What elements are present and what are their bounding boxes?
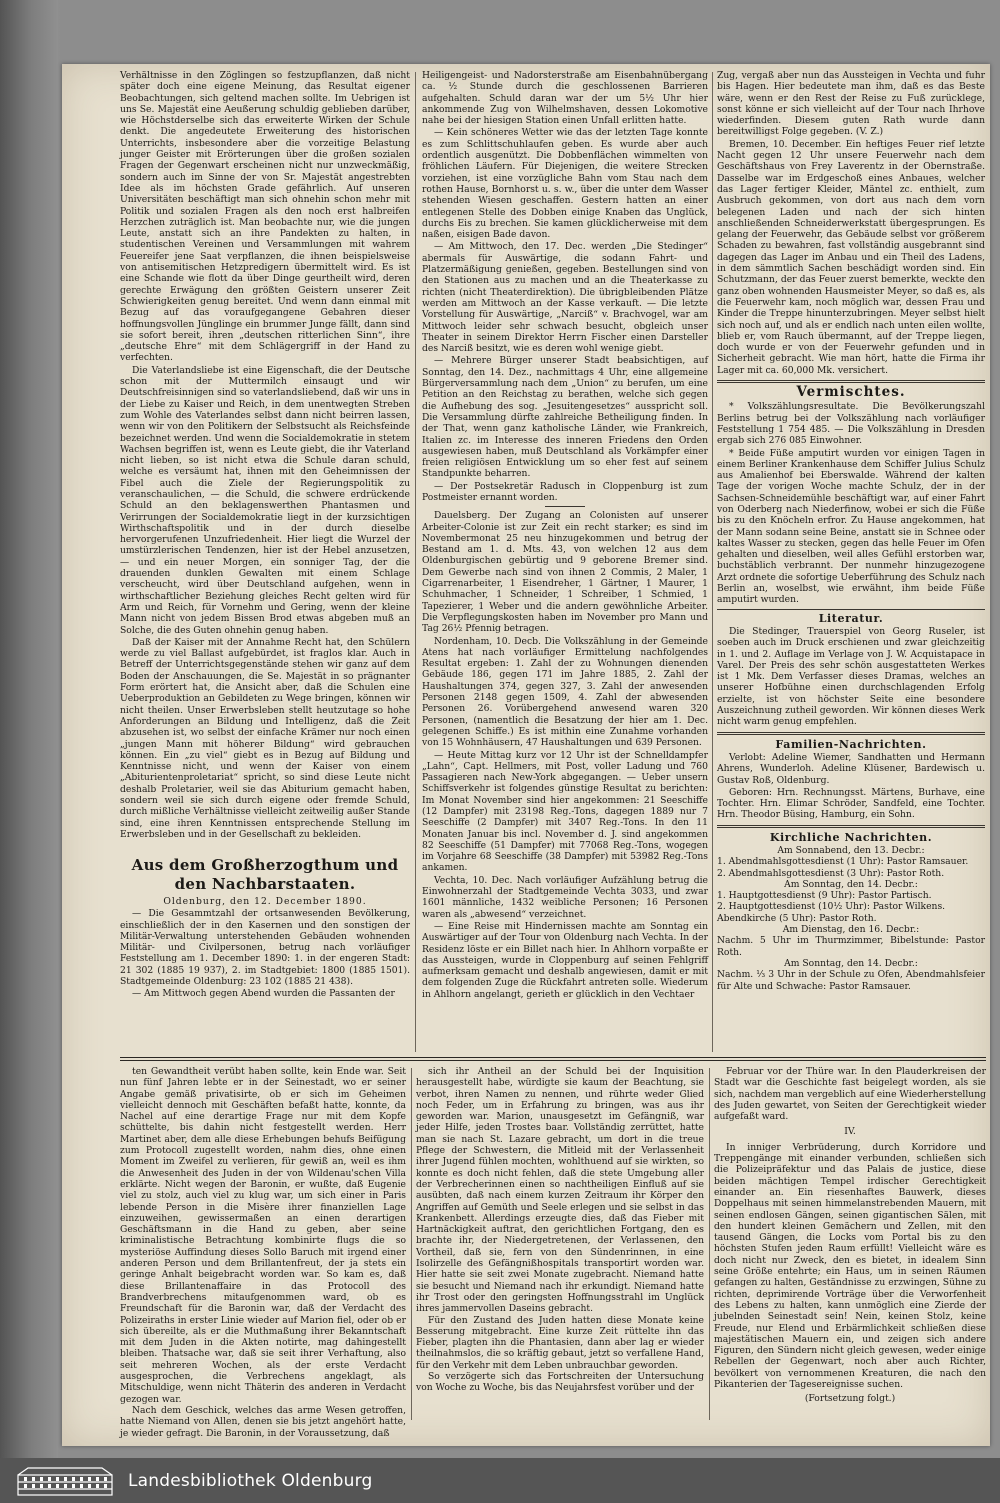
family-entry: Verlobt: Adeline Wiemer, Sandhatten und Hermann Ahrens, Wunderloh. Adeline Klüsener, Bardewisch u. Gustav Roß, Oldenburg.	[717, 751, 985, 786]
news-paragraph: Dauelsberg. Der Zugang an Colonisten auf unserer Arbeiter-Colonie ist zur Zeit ein recht starker; es sind im Novembermonat 25 neu hinzugekommen und betrug der Bestand am 1. d. Mts. 43, von welchen 12 aus dem Oldenburgischen gebürtig und 9 geborene Bremer sind. Dem Gewerbe nach sind von ihnen 2 Commis, 2 Maler, 1 Cigarrenarbeiter, 1 Eisendreher, 1 Gärtner, 1 Maurer, 1 Schuhmacher, 1 Schneider, 1 Schreiber, 1 Schmied, 1 Tapezierer, 1 Weber und die andern gewöhnliche Arbeiter. Die Verpflegungskosten haben im November pro Mann und Tag 26½ Pfennig betragen.	[422, 510, 708, 635]
church-line: 1. Hauptgottesdienst (9 Uhr): Pastor Partisch.	[717, 890, 932, 902]
library-building-icon	[16, 1465, 114, 1497]
feuilleton-paragraph: sich ihr Antheil an der Schuld bei der Inquisition herausgestellt habe, würdigte sie kaum der Beachtung, sie verbot, ihren Namen zu nennen, und rührte weder Glied noch Feder, um in Erfahrung zu bringen, was aus ihr geworden war. Marion, unausgesetzt im Gefängniß, war jeder Hilfe, jeden Trostes baar. Vollständig zerrüttet, hatte man sie nach St. Lazare gebracht, um dort in die treue Pflege der Schwestern, die Mitleid mit der Verlassenheit ihrer Jugend fühlen mochten, wohlthuend auf sie wirkten, so konnte es doch nicht fehlen, daß die stete Umgebung aller der Verbrecherinnen einen so nachtheiligen Einfluß auf sie ausübten, daß nach einem kurzen Zeitraum ihr Körper den Angriffen auf Gemüth und Seele erlegen und sie selbst in das Krankenbett. Allerdings erzeugte dies, daß das Fieber mit Hartnäckigkeit auftrat, den gerichtlichen Fortgang, den es brachte ihr, der Niedergetretenen, der Verlassenen, den Vortheil, daß sie, fern von den Sündenrinnen, in eine Isolirzelle des Gefängnißhospitals transportirt worden war. Hier hatte sie seit zwei Monate zugebracht. Niemand hatte sie besucht und Niemand nach ihr erkundigt. Niemand hatte ihr Trost oder den geringsten Hoffnungsstrahl im Unglück ihres jammervollen Daseins gebracht.	[416, 1066, 704, 1315]
column-misc	[717, 70, 985, 1053]
church-line: 2. Hauptgottesdienst (10½ Uhr): Pastor Wilkens.	[717, 901, 946, 913]
column-rule	[411, 1068, 412, 1420]
feuilleton-paragraph: Nach dem Geschick, welches das arme Wesen getroffen, hatte Niemand von Allen, denen sie bis jetzt angehört hatte, je wieder gefragt. Die Baronin, in der Voraussetzung, daß	[120, 1404, 406, 1439]
column-local-news	[422, 70, 708, 1053]
news-paragraph: — Kein schöneres Wetter wie das der letzten Tage konnte es zum Schlittschuhlaufen geben. Es wurde aber auch ordentlich ausgenützt. Die Dobbenflächen wimmelten von fröhlichen Läufern. Für Diejenigen, die weitere Strecken vorziehen, ist eine vorzügliche Bahn vom Stau nach dem rothen Hause, Bornhorst u. s. w., über die unter dem Wasser stehenden Wiesen geschaffen. Gestern hatten an einer entlegenen Stelle des Dobben einige Knaben das Unglück, durchs Eis zu brechen. Sie kamen glücklicherweise mit dem naßen, eisigen Bade davon.	[422, 127, 708, 241]
literature-heading: Literatur.	[818, 611, 884, 625]
news-paragraph: Bremen, 10. December. Ein heftiges Feuer rief letzte Nacht gegen 12 Uhr unsere Feuerwehr nach dem Geschäftshaus von Frey Laverentz in der Obernstraße. Dasselbe war im Erdgeschoß eines Anbaues, welcher das Lager fertiger Kleider, Mäntel zc. enthielt, zum Ausbruch gekommen, von dort aus nach dem vorn belegenen Laden und nach der sich hinten anschließenden Schneiderwerkstatt übergesprungen. Es gelang der Feuerwehr, das Gebäude selbst vor größerem Schaden zu bewahren, fast vollständig ausgebrannt sind dagegen das Lager im Anbau und ein Theil des Ladens, in dem sämmtlich Sachen beschädigt worden sind. Ein Schutzmann, der das Feuer zuerst bemerkte, weckte den ganz oben wohnenden Hausmeister Meyer, so daß es, als die Feuerwehr kam, noch möglich war, dessen Frau und Kinder die Treppe hinunterzubringen. Meyer selbst hielt sich noch auf, und als er endlich nach unten eilen wollte, blieb er, vom Rauch übermannt, auf der Treppe liegen, doch wurde er von der Feuerwehr gefunden und in Sicherheit gebracht. Wie man hört, hatte die Firma ihr Lager mit ca. 60,000 Mk. versichert.	[717, 138, 985, 376]
misc-paragraph: * Volkszählungsresultate. Die Bevölkerungszahl Berlins betrug bei der Volkszählung nach vorläufiger Feststellung 1 754 485. — Die Volkszählung in Dresden ergab sich 276 085 Einwohner.	[717, 401, 985, 447]
editorial-paragraph: Die Vaterlandsliebe ist eine Eigenschaft, die der Deutsche schon mit der Muttermilch einsaugt und wir Deutschfreisinnigen sind so vaterlandsliebend, daß wir uns in der Liebe zu Kaiser und Reich, in dem unentwegten Streben zum Wohle des Vaterlandes selbst dann nicht beirren lassen, wenn wir von den Politikern der Selbstsucht als Reichsfeinde bezeichnet werden. Und wenn die Socialdemokratie in stetem Wachsen begriffen ist, wenn es Leute giebt, die ihr Vaterland nicht lieben, so ist nicht etwa die Schule daran schuld, welche es versäumt hat, ihnen mit den Geheimnissen der Fibel auch die Ziele der Regierungspolitik zu veranschaulichen, — die Schuld, die schwere erdrückende Schuld an den beklagenswerthen Phantasmen und Verirrungen der Socialdemokratie liegt in der kurzsichtigen Wirthschaftspolitik und in der durch dieselbe hervorgerufenen Unzufriedenheit. Hier liegt die Wurzel der umstürzlerischen Tendenzen, hier ist der Hebel anzusetzen, — und ein neuer Morgen, ein sonniger Tag, der die drauenden dunklen Gewalten mit einem Schlage verscheucht, wird über Deutschland aufgehen, wenn in wirthschaftlicher Beziehung gleiches Recht gelten wird für Arm und Reich, für Vornehm und Gering, wenn der kleine Mann nicht von jedem Bissen Brod etwas abgeben muß an Solche, die des Guten ohnehin genug haben.	[120, 364, 410, 636]
misc-paragraph: * Beide Füße amputirt wurden vor einigen Tagen in einem Berliner Krankenhause dem Schiffer Julius Schulz aus Amalienhof bei Eberswalde. Während der kalten Tage der vorigen Woche machte Schulz, der in der Sachsen-Schneidemühle beschäftigt war, auf einer Fahrt von Oderberg nach Niederfinow, wobei er sich die Füße bis zu den Knöcheln erfror. Zu Hause angekommen, hat der Mann sodann seine Beine, anstatt sie in Schnee oder kaltes Wasser zu stecken, gegen das helle Feuer im Ofen gehalten und dieselben, weil alles Gefühl erstorben war, buchstäblich verbrannt. Der nunmehr hinzugezogene Arzt ordnete die sofortige Ueberführung des Schulz nach Berlin an, woselbst, wie erwähnt, ihm beide Füße amputirt wurden.	[717, 447, 985, 606]
regional-dateline: Oldenburg, den 12. December 1890.	[163, 896, 367, 907]
news-paragraph: — Der Postsekretär Radusch in Cloppenburg ist zum Postmeister ernannt worden.	[422, 480, 708, 503]
feuilleton-paragraph: In inniger Verbrüderung, durch Korridore und Treppengänge mit einander verbunden, schließen sich die Polizeipräfektur und das Palais de justice, diese beiden mächtigen Tempel irdischer Gerechtigkeit einander an. Ein riesenhaftes Bauwerk, dieses Doppelhaus mit seinen himmelanstrebenden Mauern, mit seinen endlosen Gängen, seinen gigantischen Sälen, mit den hundert kleinen Gemächern und Zellen, mit den tausend Gängen, die Locks vom Portal bis zu den höchsten Stufen jeden Raum erfüllt! Vielleicht wäre es doch nicht nur Zweck, den es bietet, in idealem Sinn seine Größe entehrte; ein Haus, um in seinen Räumen gefangen zu halten, Geständnisse zu erzwingen, Sühne zu richten, deprimirende Vorträge über die Verworfenheit des Lebens zu halten, kann unmöglich eine Zierde der jubelnden Seinestadt sein! Nein, keinen Stolz, keine Freude, nur Elend und Erbärmlichkeit schließen diese majestätischen Mauern ein, und zeigen sich andere Figuren, den Sündern nicht gleich gewesen, weder einige Rebellen der Gegenwart, noch aber auch Richter, bevölkert von vernommenen Kreaturen, die nach den Pikanterien der Tagesereignisse suchen.	[714, 1141, 986, 1391]
column-rule	[709, 1068, 710, 1420]
library-name: Landesbibliothek Oldenburg	[128, 1471, 373, 1491]
news-paragraph: — Eine Reise mit Hindernissen machte am Sonntag ein Auswärtiger auf der Tour von Oldenburg nach Vechta. In der Residenz löste er ein Billet nach hier. In Ahlhorn vorpaßte er das Aussteigen, wurde in Cloppenburg auf seinen Fehlgriff aufmerksam gemacht und deshalb angewiesen, damit er mit dem folgenden Zuge die Rückfahrt antreten solle. Wiederum in Ahlhorn angelangt, gerieth er glücklich in den Vechtaer	[422, 920, 708, 1000]
separator	[717, 825, 985, 828]
news-paragraph: Zug, vergaß aber nun das Aussteigen in Vechta und fuhr bis Hagen. Hier bedeutete man ihm, daß es das Beste wäre, wenn er den Rest der Reise zu Fuß zurücklege, sonst könne er sich vielleicht auf der Tour nach Ihrhove wiederfinden. Diesem guten Rath wurde dann bereitwilligst Folge gegeben. (V. Z.)	[717, 70, 985, 138]
family-entry: Geboren: Hrn. Rechnungsst. Märtens, Burhave, eine Tochter. Hrn. Elimar Schröder, Sandfeld, eine Tochter. Hrn. Theodor Büsing, Hamburg, ein Sohn.	[717, 786, 985, 821]
family-heading: Familien-Nachrichten.	[775, 737, 927, 751]
literature-paragraph: Die Stedinger, Trauerspiel von Georg Ruseler, ist soeben auch im Druck erschienen und zwar gleichzeitig in 1. und 2. Auflage im Verlage von J. W. Acquistapace in Varel. Der Preis des sehr schön ausgestatteten Werkes ist 1 Mk. Dem Verfasser dieses Dramas, welches an unserer Hofbühne einen durchschlagenden Erfolg erzielte, ist von höchster Seite eine besondere Auszeichnung zutheil geworden. Wir können dieses Werk nicht warm genug empfehlen.	[717, 625, 985, 728]
news-paragraph: — Mehrere Bürger unserer Stadt beabsichtigen, auf Sonntag, den 14. Dez., nachmittags 4 Uhr, eine allgemeine Bürgerversammlung nach dem „Union“ zu berufen, um eine Petition an den Reichstag zu berathen, welche sich gegen die Aufhebung des sog. „Jesuitengesetzes“ ausspricht soll. Die Versammlung dürfte zahlreiche Betheiligung finden. In der That, wenn ganz katholische Länder, wie Frankreich, Italien zc. im Interesse des inneren Friedens den Orden ausgewiesen haben, muß Deutschland als Vorkämpfer einer freien religiösen Entwicklung um so eher fest auf seinem Standpunkte beharren.	[422, 355, 708, 480]
church-line: Am Sonntag, den 14. Decbr.:	[784, 957, 918, 969]
church-line: Am Sonnabend, den 13. Decbr.:	[777, 845, 925, 856]
editorial-paragraph: Daß der Kaiser mit der Annahme Recht hat, den Schülern werde zu viel Ballast aufgebürdet, ist fraglos klar. Auch in Betreff der Unterrichtsgegenstände stehen wir ganz auf dem Boden der Anschauungen, die Se. Majestät in so prägnanter Form erörtert hat, die Ansicht aber, daß die Schulen eine Ueberproduktion an Gebildeten zu Wege bringen, können wir nicht theilen. Unser Erwerbsleben stellt heutzutage so hohe Anforderungen an Bildung und Intelligenz, daß die Zeit abzusehen ist, wo selbst der einfache Krämer nur noch einen „jungen Mann mit höherer Bildung“ wird gebrauchen können. Ein „zu viel“ giebt es in Bezug auf Bildung und Kenntnisse nicht, und wenn der Kaiser von einem „Abiturientenproletariat“ spricht, so sind diese Leute nicht deshalb Proletarier, weil sie das Abiturium gemacht haben, sondern weil sie sich durch eigene oder fremde Schuld, durch mißliche Verhältnisse vielleicht zeitweilig außer Stande sind, eine ihren Kenntnissen entsprechende Stellung im Erwerbsleben und in der Gesellschaft zu bekleiden.	[120, 636, 410, 840]
news-paragraph: Nordenham, 10. Decb. Die Volkszählung in der Gemeinde Atens hat nach vorläufiger Ermittelung nachfolgendes Resultat ergeben: 1. Zahl der zu Wohnungen dienenden Gebäude 186, gegen 171 im Jahre 1885, 2. Zahl der Haushaltungen 374, gegen 327, 3. Zahl der anwesenden Personen 2148 gegen 1509, 4. Zahl der abwesenden Personen 26. Vorübergehend anwesend waren 320 Personen, (namentlich die Besatzung der hier am 1. Dec. gelegenen Schiffe.) Es ist mithin eine Zunahme vorhanden von 15 Wohnhäusern, 47 Haushaltungen und 639 Personen.	[422, 635, 708, 749]
column-editorial	[120, 70, 410, 847]
regional-heading: Aus dem Großherzogthum und den Nachbarstaaten.	[131, 856, 399, 893]
column-rule	[415, 72, 416, 1052]
separator	[545, 506, 585, 507]
church-line: Nachm. 5 Uhr im Thurmzimmer, Bibelstunde: Pastor Roth.	[717, 935, 985, 958]
binding-shadow	[0, 0, 58, 1458]
chapter-number: IV.	[844, 1126, 856, 1138]
column-rule	[712, 72, 713, 1052]
church-line: Abendkirche (5 Uhr): Pastor Roth.	[717, 912, 877, 924]
regional-paragraph: — Die Gesammtzahl der ortsanwesenden Bevölkerung, einschließlich der in den Kasernen und den sonstigen der Militär-Verwaltung unterstehenden Gebäuden wohnenden Militär- und Civilpersonen, betrug nach vorläufiger Feststellung am 1. December 1890: 1. in der engeren Stadt: 21 302 (1885 19 937), 2. im Stadtgebiet: 1800 (1885 1501). Stadtgemeinde Oldenburg: 23 102 (1885 21 438).	[120, 908, 410, 988]
church-line: Nachm. ⅓ 3 Uhr in der Schule zu Ofen, Abendmahlsfeier für Alte und Schwache: Pastor Ramsauer.	[717, 969, 985, 992]
separator	[717, 732, 985, 735]
feuilleton-column-1	[120, 1066, 406, 1439]
news-paragraph: Vechta, 10. Dec. Nach vorläufiger Aufzählung betrug die Einwohnerzahl der Stadtgemeinde Vechta 3033, und zwar 1601 männliche, 1432 weibliche Personen; 16 Personen waren als „abwesend“ verzeichnet.	[422, 874, 708, 920]
feuilleton-paragraph: Februar vor der Thüre war. In den Plauderkreisen der Stadt war die Geschichte fast beigelegt worden, als sie sich, nachdem man vergeblich auf eine Wiederherstellung des Juden gewartet, von Seiten der Gerechtigkeit wieder aufgefaßt ward.	[714, 1066, 986, 1123]
news-paragraph: Heiligengeist- und Nadorsterstraße am Eisenbahnübergang ca. ½ Stunde durch die geschlossenen Barrieren aufgehalten. Schuld daran war der um 5½ Uhr hier ankommende Zug von Wilhelmshaven, dessen Lokomotive nahe bei der hiesigen Station einen Unfall erlitten hatte.	[422, 70, 708, 127]
church-line: 2. Abendmahlsgottesdienst (3 Uhr): Pastor Roth.	[717, 867, 945, 879]
separator	[717, 380, 985, 383]
misc-heading: Vermischtes.	[796, 384, 906, 401]
church-line: Am Dienstag, den 16. Decbr.:	[782, 924, 920, 936]
church-line: 1. Abendmahlsgottesdienst (1 Uhr): Pastor Ramsauer.	[717, 856, 969, 868]
news-paragraph: — Am Mittwoch, den 17. Dec. werden „Die Stedinger“ abermals für Auswärtige, die sodann Fahrt- und Platzermäßigung genießen, gegeben. Bestellungen sind von den Stationen aus zu machen und an die Theaterkasse zu richten (nicht Theaterdirektion). Die übrigbleibenden Plätze werden am Mittwoch an der Kasse verkauft. — Die letzte Vorstellung für Auswärtige, „Narciß“ v. Brachvogel, war am Mittwoch leider sehr schwach besucht, obgleich unser Theater in seinem Direktor Herrn Fischer einen Darsteller des Narciß besitzt, wie es deren wohl wenige giebt.	[422, 241, 708, 355]
feuilleton-divider	[120, 1057, 986, 1061]
feuilleton-paragraph: Für den Zustand des Juden hatten diese Monate keine Besserung mitgebracht. Eine kurze Zeit rüttelte ihn das Fieber, plagten ihn die Phantasien, dann aber lag er wieder theilnahmslos, die so kräftig gebaut, jetzt so verfallene Hand, für den Verkehr mit dem Leben unbrauchbar geworden.	[416, 1314, 704, 1371]
separator	[717, 609, 985, 610]
church-line: Am Sonntag, den 14. Decbr.:	[784, 878, 918, 890]
church-heading: Kirchliche Nachrichten.	[769, 830, 933, 844]
news-paragraph: — Heute Mittag kurz vor 12 Uhr ist der Schnelldampfer „Lahn“, Capt. Hellmers, mit Post, voller Ladung und 760 Passagieren nach New-York abgegangen. — Ueber unsern Schiffsverkehr ist folgendes günstige Resultat zu berichten: Im Monat November sind hier angekommen: 21 Seeschiffe (12 Dampfer) mit 23198 Reg.-Tons, dagegen 1889 nur 7 Seeschiffe (2 Dampfer) mit 3407 Reg.-Tons. In den 11 Monaten Januar bis incl. November d. J. sind angekommen 82 Seeschiffe (51 Dampfer) mit 77068 Reg.-Tons, wogegen im Vorjahre 68 Seeschiffe (38 Dampfer) mit 53982 Reg.-Tons ankamen.	[422, 749, 708, 874]
feuilleton-column-3	[714, 1066, 986, 1421]
editorial-paragraph: Verhältnisse in den Zöglingen so festzupflanzen, daß nicht später doch eine eigene Meinung, das Resultat eigener Beobachtungen, sich geltend machen sollte. Im Uebrigen ist uns Se. Majestät eine Aeußerung schuldig geblieben darüber, wie Höchstderselbe sich das erweiterte Wirken der Schule denkt. Die angedeutete Erweiterung des historischen Unterrichts, insbesondere aber die vorzeitige Belastung junger Geister mit Erörterungen über die großen sozialen Fragen der Gegenwart erscheinen nicht nur unzweckmäßig, sondern auch im Sinne der von Sr. Majestät angestrebten Idee als im höchsten Grade gefährlich. Auf unseren Universitäten beschäftigt man sich ohnehin schon mehr mit Politik und sozialen Fragen als den noch erst halbreifen Herzchen zuträglich ist. Man beobachte nur, wie die jungen Leute, anstatt sich an ihre Pandekten zu halten, in studentischen Vereinen und Versammlungen mit wahrem Feuereifer jene Saat verpflanzen, die ihnen beispielsweise von antisemitischen Hetzpredigern übermittelt wird. Es ist eine Schande wie flott da über Dinge geurtheilt wird, deren gerechte Erwägung den größten Geistern unserer Zeit Schwierigkeiten genug bereitet. Und wenn dann einmal mit Bezug auf das voraufgegangene Gebahren dieser hoffnungsvollen Jünglinge ein brummer Junge fällt, dann sind sie sofort bereit, ihren „deutschen ritterlichen Sinn“, ihre „deutsche Ehre“ mit dem Schlägergriff in der Hand zu verfechten.	[120, 70, 410, 364]
feuilleton-column-2	[416, 1066, 704, 1421]
feuilleton-paragraph: ten Gewandtheit verübt haben sollte, kein Ende war. Seit nun fünf Jahren lebte er in der Seinestadt, wo er seiner Angabe gemäß privatisirte, ob er sich im Geheimen vielleicht dennoch mit Geschäften befaßt hatte, konnte, da Nachel auf eine derartige Frage nur mit dem Kopfe schüttelte, bis dahin nicht festgestellt werden. Herr Martinet aber, dem alle diese Erhebungen behufs Beifügung zum Protocoll zugestellt worden, nahm dies, ohne einen Moment im Zweifel zu verlieren, für gewiß an, weil es ihm die Anwesenheit des Juden in der von Wildenau'schen Villa erklärte. Nicht wegen der Baronin, er wußte, daß Eugenie viel zu stolz, auch viel zu klug war, um sich einer in Paris lebende Person in die Misère ihrer finanziellen Lage einzuweihen, gewissermaßen an einen derartigen Geschäftsmann in die Hand zu geben, aber seine kriminalistische Betrachtung kombinirte flugs die so mysteriöse Auffindung dieses Sollo Baruch mit irgend einer anderen Person und dem Brillantenfreut, der ja stets ein geringe Anhalt beigebracht worden war. So kam es, daß diese Brillantenaffaire in das Protocoll des Brandverbrechens mitaufgenommen ward, ob es Freundschaft für die Baronin war, daß der Verdacht des Polizeiraths in erster Linie wieder auf Marion fiel, oder ob er sich übereilte, als er die Muthmaßung ihrer Bekanntschaft mit dem Juden in die Akten notirte, mag dahingestellt bleiben. Thatsache war, daß sie seit ihrer Verhaftung, also seit mehreren Wochen, als der erste Verdacht ausgesprochen, die Verbrechens angeklagt, als Mitschuldige, wenn nicht Thäterin des anderen in Verdacht gezogen war.	[120, 1066, 406, 1405]
continued-note: (Fortsetzung folgt.)	[804, 1393, 896, 1405]
regional-paragraph: — Am Mittwoch gegen Abend wurden die Passanten der	[132, 988, 395, 1000]
newspaper-page	[62, 64, 990, 1446]
feuilleton-paragraph: So verzögerte sich das Fortschreiten der Untersuchung von Woche zu Woche, bis das Neujahrsfest vorüber und der	[416, 1371, 704, 1394]
column-regional-news	[120, 854, 410, 1054]
